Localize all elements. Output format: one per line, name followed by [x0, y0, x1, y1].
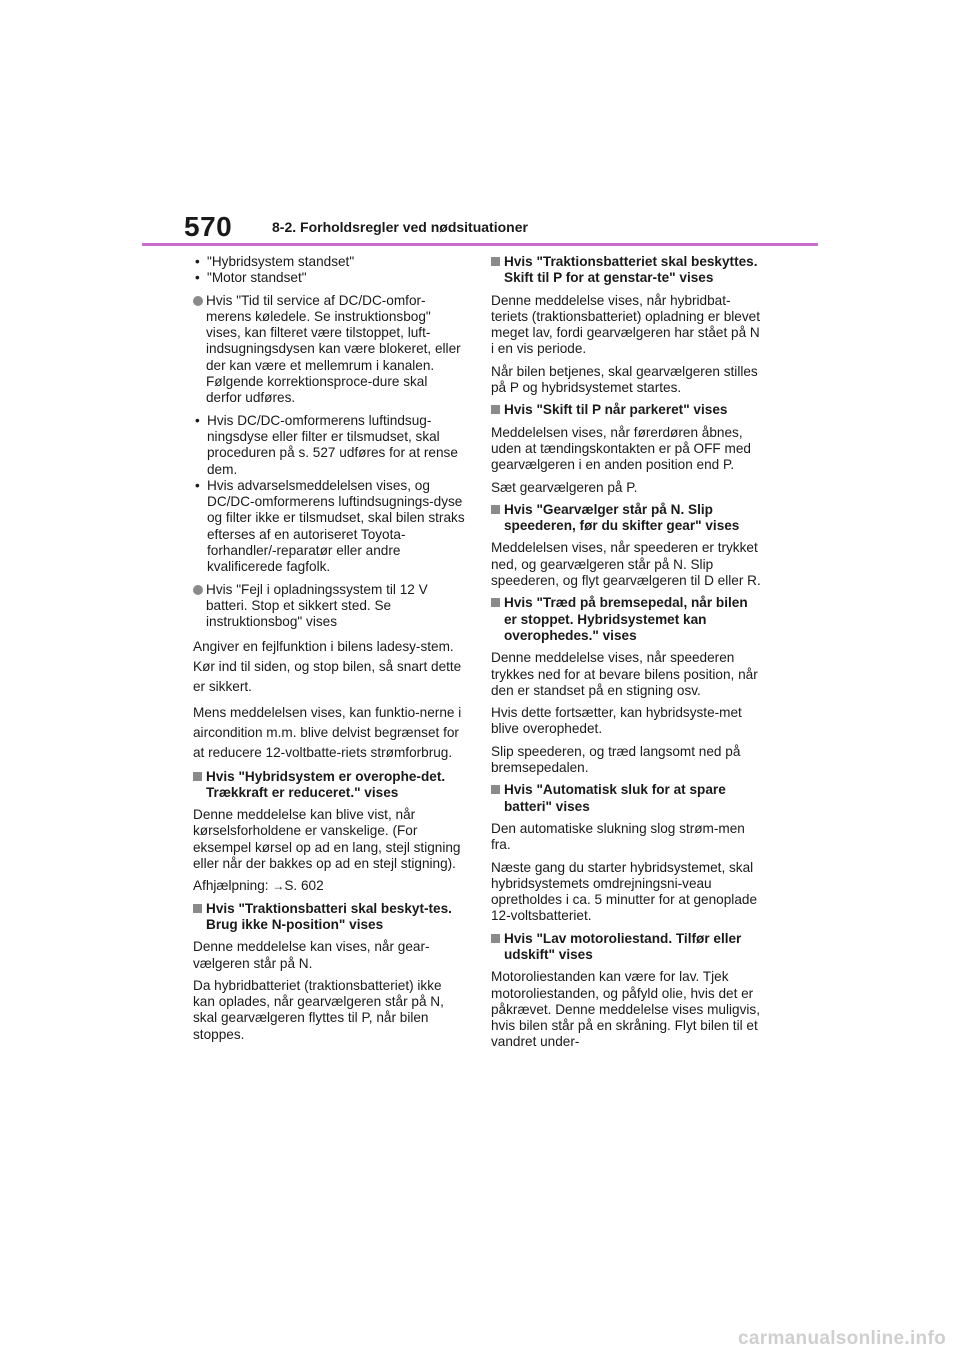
right-column	[491, 254, 763, 1057]
page-number: 570	[184, 211, 233, 242]
left-column	[193, 254, 465, 1049]
paragraph: Den automatiske slukning slog strøm-men fra.	[491, 820, 745, 853]
paragraph: Denne meddelelse vises, når speederen trykkes ned for at bevare bilens position, når den er standset på en stigning osv.	[491, 650, 758, 698]
subsection-heading: Hvis "Traktionsbatteriet skal beskyttes. Skift til P for at genstar-te" vises	[491, 254, 763, 287]
cross-reference	[193, 878, 465, 894]
arrow-icon: →	[272, 879, 285, 894]
page-reference-link[interactable]: S. 602	[284, 878, 324, 894]
paragraph: Mens meddelelsen vises, kan funktio-nerne i aircondition m.m. blive delvist begrænset for at reducere 12-voltbatte-riets strømforbrug.	[193, 704, 462, 760]
circle-bullet-item: Hvis "Fejl i opladningssystem til 12 V batteri. Stop et sikkert sted. Se instruktionsbog" vises	[193, 582, 465, 631]
paragraph: Sæt gearvælgeren på P.	[491, 479, 638, 495]
paragraph: Når bilen betjenes, skal gearvælgeren stilles på P og hybridsystemet startes.	[491, 363, 758, 396]
bullet-item: • Hvis DC/DC-omformerens luftindsug-ningsdyse eller filter er tilsmudset, skal proceduren på s. 527 udføres for at rense dem.	[193, 413, 465, 478]
subsection-heading: Hvis "Gearvælger står på N. Slip speederen, før du skifter gear" vises	[491, 502, 763, 535]
cross-reference-label: Afhjælpning:	[193, 878, 273, 894]
paragraph: Hvis dette fortsætter, kan hybridsyste-met blive overophedet.	[491, 705, 742, 737]
subsection-heading: Hvis "Lav motoroliestand. Tilfør eller udskift" vises	[491, 931, 763, 964]
bullet-item: • Hvis advarselsmeddelelsen vises, og DC/DC-omformerens luftindsugnings-dyse og filter ikke er tilsmudset, skal bilen straks efterses af en autoriseret Toyota-forhandler/-reparatør eller andre kvalificerede fagfolk.	[193, 478, 465, 576]
paragraph: Meddelelsen vises, når speederen er trykket ned, og gearvælgeren står på N. Slip speederen, og flyt gearvælgeren til D eller R.	[491, 540, 761, 589]
paragraph: Denne meddelelse kan vises, når gear-vælgeren står på N.	[193, 939, 430, 971]
subsection-heading: Hvis "Traktionsbatteri skal beskyt-tes. Brug ikke N-position" vises	[193, 901, 465, 934]
section-title: 8-2. Forholdsregler ved nødsituationer	[272, 219, 528, 235]
paragraph: Meddelelsen vises, når førerdøren åbnes, uden at tændingskontakten er på OFF med gearvælgeren i en anden position end P.	[491, 424, 751, 473]
paragraph: Denne meddelelse vises, når hybridbat-teriets (traktionsbatteriet) opladning er blevet meget lav, fordi gearvælgeren har stået på N i en vis periode.	[491, 292, 760, 357]
paragraph: Denne meddelelse kan blive vist, når kørselsforholdene er vanskelige. (For eksempel kørsel op ad en lang, stejl stigning eller når der bakkes op ad en stejl stigning).	[193, 807, 461, 872]
bullet-item: • "Hybridsystem standset"	[193, 254, 465, 270]
watermark: carmanualsonline.info	[738, 1328, 946, 1349]
subsection-heading: Hvis "Automatisk sluk for at spare batteri" vises	[491, 782, 763, 815]
subsection-heading: Hvis "Skift til P når parkeret" vises	[491, 402, 763, 418]
subsection-heading: Hvis "Hybridsystem er overophe-det. Trækkraft er reduceret." vises	[193, 769, 465, 802]
paragraph: Slip speederen, og træd langsomt ned på bremsepedalen.	[491, 743, 741, 776]
subsection-heading: Hvis "Træd på bremsepedal, når bilen er stoppet. Hybridsystemet kan overophedes." vises	[491, 595, 763, 644]
paragraph: Motoroliestanden kan være for lav. Tjek motoroliestanden, og påfyld olie, hvis det er påkrævet. Denne meddelelse vises muligvis, hvis bilen står på en skråning. Flyt bilen til et vandret under-	[491, 969, 760, 1050]
paragraph: Da hybridbatteriet (traktionsbatteriet) ikke kan oplades, når gearvælgeren står på N, skal gearvælgeren flyttes til P, når bilen stoppes.	[193, 977, 444, 1042]
circle-bullet-item: Hvis "Tid til service af DC/DC-omfor-merens køledele. Se instruktionsbog" vises, kan filteret være tilstoppet, luft-indsugningsdysen kan være blokeret, eller der kan være et mellemrum i kanalen. Følgende korrektionsproce-dure skal derfor udføres.	[193, 293, 465, 407]
paragraph: Angiver en fejlfunktion i bilens ladesy-stem. Kør ind til siden, og stop bilen, så snart dette er sikkert.	[193, 638, 462, 694]
bullet-item: • "Motor standset"	[193, 270, 465, 286]
header-divider	[142, 243, 818, 246]
paragraph: Næste gang du starter hybridsystemet, skal hybridsystemets omdrejningsni-veau opretholdes i ca. 5 minutter for at genoplade 12-voltsbatteriet.	[491, 859, 758, 924]
